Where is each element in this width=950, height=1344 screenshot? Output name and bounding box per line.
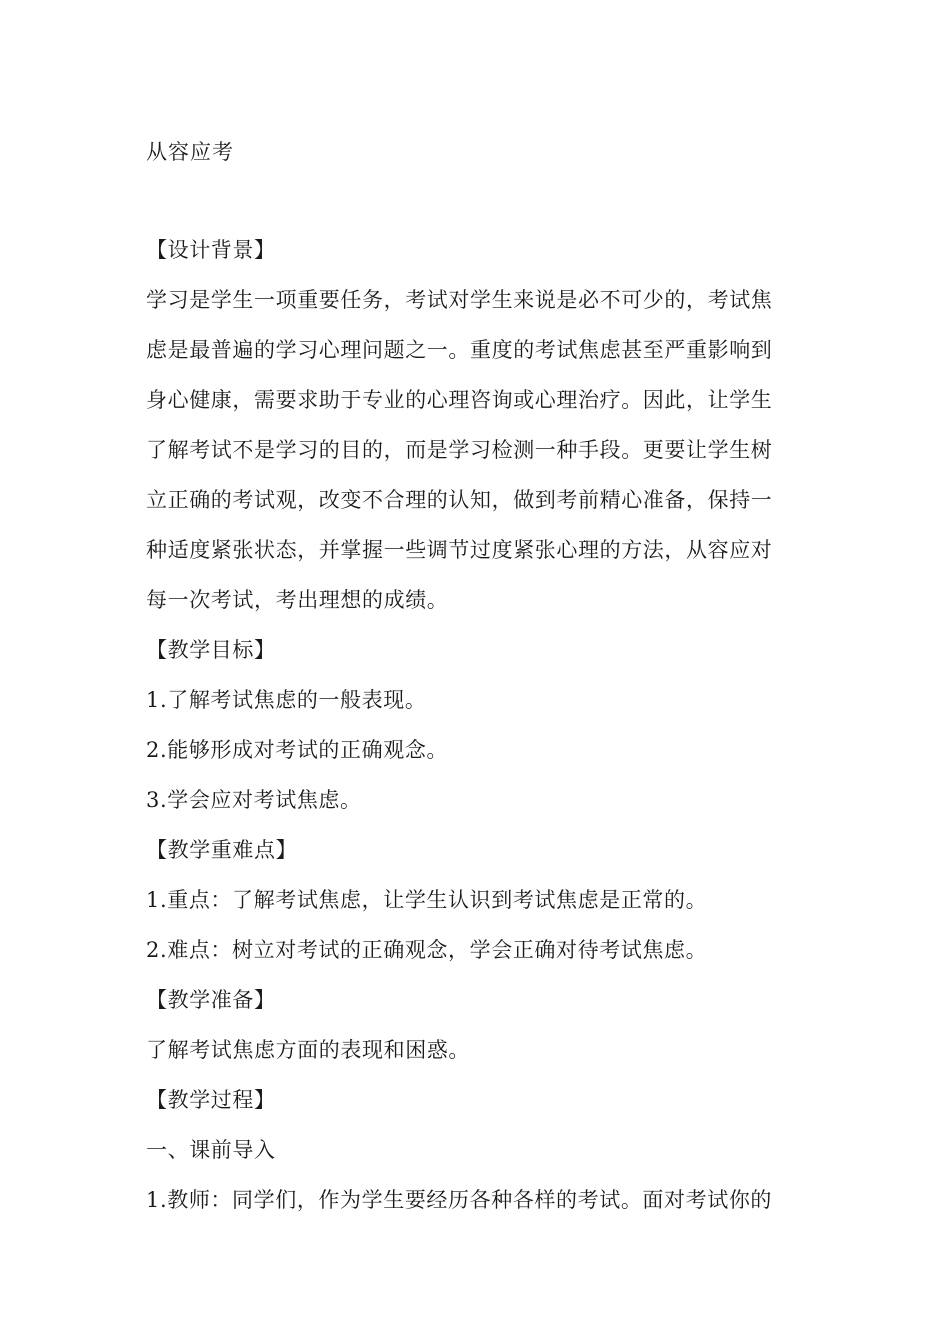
- key-point-item: 2.难点：树立对考试的正确观念，学会正确对待考试焦虑。: [146, 938, 708, 962]
- background-line: 立正确的考试观，改变不合理的认知，做到考前精心准备，保持一: [146, 488, 773, 512]
- background-line: 身心健康，需要求助于专业的心理咨询或心理治疗。因此，让学生: [146, 388, 773, 412]
- goal-item: 2.能够形成对考试的正确观念。: [146, 738, 449, 762]
- key-point-item: 1.重点：了解考试焦虑，让学生认识到考试焦虑是正常的。: [146, 888, 708, 912]
- background-line: 了解考试不是学习的目的，而是学习检测一种手段。更要让学生树: [146, 438, 773, 462]
- goal-item: 3.学会应对考试焦虑。: [146, 788, 362, 812]
- section-heading-goals: 【教学目标】: [146, 638, 276, 662]
- document-body: [146, 232, 814, 1232]
- section-heading-process: 【教学过程】: [146, 1088, 276, 1112]
- preparation-text: 了解考试焦虑方面的表现和困惑。: [146, 1038, 470, 1062]
- background-line: 虑是最普遍的学习心理问题之一。重度的考试焦虑甚至严重影响到: [146, 338, 773, 362]
- background-line: 种适度紧张状态，并掌握一些调节过度紧张心理的方法，从容应对: [146, 538, 773, 562]
- section-heading-background: 【设计背景】: [146, 238, 276, 262]
- background-paragraph: [146, 282, 814, 632]
- process-text: 1.教师：同学们，作为学生要经历各种各样的考试。面对考试你的: [146, 1188, 773, 1212]
- background-line: 学习是学生一项重要任务，考试对学生来说是必不可少的，考试焦: [146, 288, 773, 312]
- process-subheading: 一、课前导入: [146, 1138, 276, 1162]
- section-heading-key-points: 【教学重难点】: [146, 838, 298, 862]
- goal-item: 1.了解考试焦虑的一般表现。: [146, 688, 427, 712]
- section-heading-preparation: 【教学准备】: [146, 988, 276, 1012]
- background-line: 每一次考试，考出理想的成绩。: [146, 588, 449, 612]
- document-title: 从容应考: [146, 140, 234, 164]
